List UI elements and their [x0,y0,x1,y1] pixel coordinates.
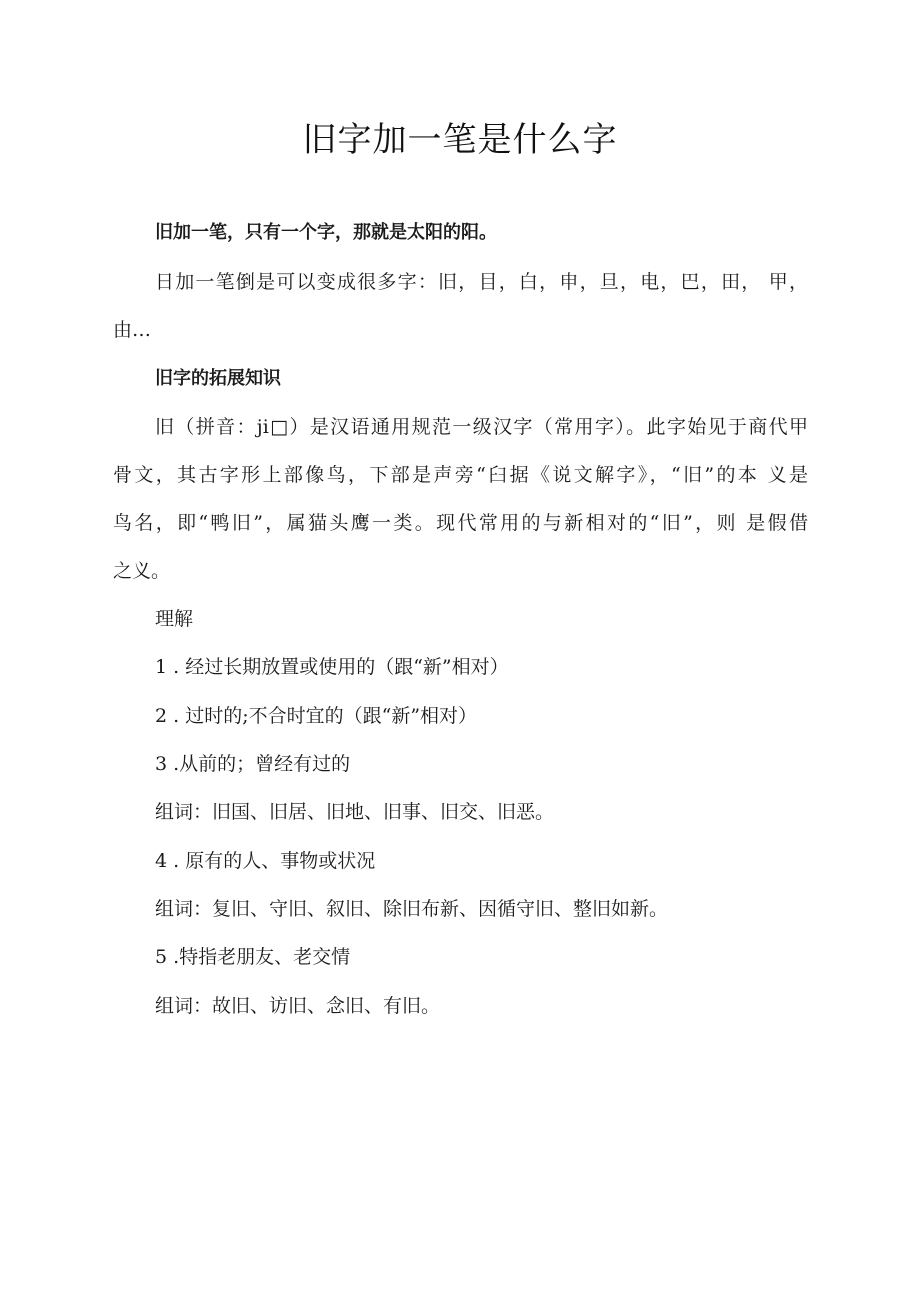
paragraph-2-line-2: 骨文，其古字形上部像鸟，下部是声旁“臼据《说文解字》，“旧”的本 义是 [113,464,808,486]
list-item: 组词：故旧、访旧、念旧、有旧。 [155,995,441,1017]
section-heading: 旧字的拓展知识 [155,368,281,389]
list-item: 4 . 原有的人、事物或状况 [155,850,376,872]
list-item: 3 .从前的；曾经有过的 [155,753,351,775]
list-item: 组词：复旧、守旧、叙旧、除旧布新、因循守旧、整旧如新。 [155,898,669,920]
list-item: 5 .特指老朋友、老交情 [155,946,351,968]
page-title: 旧字加一笔是什么字 [302,120,618,160]
understand-label: 理解 [155,608,194,630]
paragraph-1-line-1: 日加一笔倒是可以变成很多字：旧，目，白，申，旦，电，巴，田， 甲， [155,271,808,293]
list-item: 组词：旧国、旧居、旧地、旧事、旧交、旧恶。 [155,801,555,823]
intro-bold-text: 旧加一笔，只有一个字，那就是太阳的阳。 [155,222,497,243]
list-item: 1 . 经过长期放置或使用的（跟“新”相对） [155,656,509,678]
paragraph-2-line-3: 鸟名，即“鸭旧”，属猫头鹰一类。现代常用的与新相对的“旧”，则 是假借 [113,512,808,534]
paragraph-1-line-2: 由… [113,319,152,341]
list-item: 2 . 过时的;不合时宜的（跟“新”相对） [155,705,478,727]
paragraph-2-line-1: 旧（拼音：ji□）是汉语通用规范一级汉字（常用字）。此字始见于商代甲 [155,416,808,438]
paragraph-2-line-4: 之义。 [113,560,171,582]
